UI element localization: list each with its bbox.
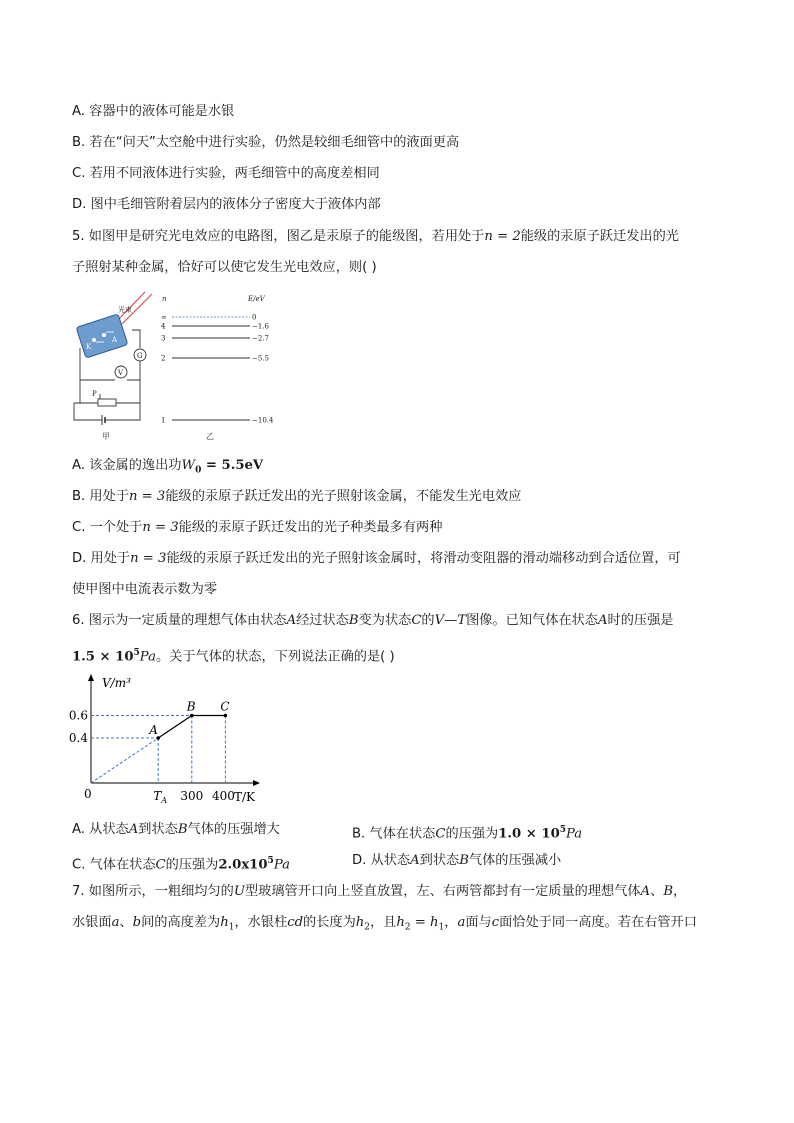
x-tick-300: 300 <box>180 789 204 803</box>
q5-b-math: n = 3 <box>129 489 166 504</box>
q6-stem-f: 时的压强是 <box>607 613 674 628</box>
q5-option-c <box>72 518 442 538</box>
q7-l2-e: 的长度为 <box>303 915 356 930</box>
level-E-label: −10.4 <box>252 416 274 425</box>
q6-stem-C: C <box>411 613 422 628</box>
q7-l2-h: 面与 <box>465 915 492 930</box>
level-header-E: E/eV <box>248 295 265 303</box>
q6-c-pre: C. 气体在状态 <box>72 857 156 873</box>
q7-l2-g: ， <box>444 915 458 930</box>
q5-a-text: A. 该金属的逸出功 <box>72 458 182 473</box>
q6-stem-b: 经过状态 <box>296 613 349 628</box>
q6-b-pre: B. 气体在状态 <box>352 826 436 842</box>
q5-c-math: n = 3 <box>142 520 179 535</box>
label-light-beam: 光束 <box>118 306 132 314</box>
q6-stem-d: 的 <box>421 613 435 628</box>
q4-option-a: A. 容器中的液体可能是水银 <box>72 104 235 119</box>
dashed-origin-extension <box>91 738 158 783</box>
q7-l1-c: 、 <box>650 884 664 899</box>
q5-stem-line1 <box>72 227 679 247</box>
q6-b-m: C <box>435 826 446 842</box>
q5-stem-text-b: 能级的汞原子跃迁发出的光 <box>520 229 679 244</box>
q7-l2-eq-s1: 1 <box>438 922 445 933</box>
label-K: K <box>86 343 92 351</box>
vt-chart <box>66 672 266 812</box>
x-tick-400: 400 <box>211 789 235 803</box>
q5-option-d <box>72 549 681 569</box>
y-tick-0.6: 0.6 <box>68 708 88 723</box>
q6-stem-a: 6. 图示为一定质量的理想气体由状态 <box>72 613 287 628</box>
q6-stem-B: B <box>348 613 359 628</box>
x-tick-TA: $T_A$ <box>153 789 167 805</box>
q6-option-c <box>72 851 290 875</box>
q6-stem-VT: V—T <box>434 613 467 628</box>
q7-l2-d: ，水银柱 <box>234 915 288 930</box>
q7-l2-h2: h <box>355 915 365 930</box>
q6-c-exp: 5 <box>267 856 274 866</box>
phototube <box>76 314 128 358</box>
q6-stem-line1 <box>72 611 673 631</box>
q6-b-mid: 的压强为 <box>445 826 499 842</box>
q6-pressure-exp: 5 <box>133 648 140 658</box>
level-n-label: 1 <box>161 416 166 425</box>
level-E-label: −2.7 <box>252 334 269 343</box>
q6-option-d <box>352 851 561 871</box>
q6-a-m1: A <box>128 822 139 837</box>
q6-d-m2: B <box>459 853 469 868</box>
electron-1 <box>92 338 96 342</box>
q5-a-val: = 5.5eV <box>201 458 264 473</box>
q7-l1-a: 7. 如图所示，一粗细均匀的 <box>72 884 234 899</box>
level-n-label: ∞ <box>161 313 167 322</box>
label-V: V <box>118 369 124 377</box>
label-G: G <box>137 352 143 360</box>
label-P: P <box>92 390 97 398</box>
q5-stem-math: n = 2 <box>484 229 521 244</box>
q6-d-m1: A <box>410 853 420 868</box>
q6-b-unit: Pa <box>566 826 583 842</box>
q7-l2-c2: c <box>491 915 500 930</box>
q6-b-exp: 5 <box>559 825 567 835</box>
q6-stem-A2: A <box>598 613 608 628</box>
q6-a-pre: A. 从状态 <box>72 822 129 837</box>
level-n-label: 4 <box>161 322 166 331</box>
level-n-label: 3 <box>161 334 166 343</box>
q7-stem-line2 <box>72 913 697 938</box>
q5-a-math: W <box>181 458 196 473</box>
q5-b-post: 能级的汞原子跃迁发出的光子照射该金属，不能发生光电效应 <box>165 489 522 504</box>
q7-l2-eq-s2: 2 <box>404 922 411 933</box>
q6-stem-A: A <box>286 613 297 628</box>
q7-l2-eq-h: h <box>396 915 405 930</box>
q7-l2-h2s: 2 <box>364 922 370 933</box>
q5-c-pre: C. 一个处于 <box>72 520 143 535</box>
q7-stem-line1 <box>72 882 686 902</box>
electron-2 <box>102 333 106 337</box>
q4-option-d: D. 图中毛细管附着层内的液体分子密度大于液体内部 <box>72 197 381 212</box>
level-header-n: n <box>162 295 167 303</box>
q7-l2-f: ，且 <box>370 915 397 930</box>
q6-pressure-unit: Pa <box>139 649 156 665</box>
q4-option-b: B. 若在“问天”太空舱中进行实验，仍然是较细毛细管中的液面更高 <box>72 135 460 150</box>
q6-option-a <box>72 820 280 840</box>
y-axis-arrow <box>88 674 94 681</box>
level-E-label: −1.6 <box>252 322 269 331</box>
level-n-label: 2 <box>161 354 166 363</box>
q6-a-post: 气体的压强增大 <box>187 822 280 837</box>
y-axis-label: V/m³ <box>102 676 131 690</box>
q5-option-b <box>72 487 521 507</box>
level-E-label: −5.5 <box>252 354 269 363</box>
label-point-B: B <box>186 699 196 714</box>
q5-d-pre: D. 用处于 <box>72 551 131 566</box>
rheostat-icon <box>98 399 116 406</box>
q7-l1-b: 型玻璃管开口向上竖直放置，左、右两管都封有一定质量的理想气体 <box>244 884 641 899</box>
q6-d-mid: 到状态 <box>419 853 460 868</box>
q5-a-sub: 0 <box>195 465 202 476</box>
q7-l1-d: ， <box>673 884 687 899</box>
q5-figure <box>70 290 280 445</box>
q7-l2-a2: a <box>457 915 466 930</box>
caption-right: 乙 <box>206 432 214 441</box>
q7-l2-h1: h <box>220 915 229 930</box>
q6-c-mid: 的压强为 <box>165 857 219 873</box>
q6-stem-line2 <box>72 643 395 667</box>
point-C <box>224 714 228 718</box>
q6-a-mid: 到状态 <box>138 822 178 837</box>
q5-stem-text-a: 5. 如图甲是研究光电效应的电路图，图乙是汞原子的能级图，若用处于 <box>72 229 485 244</box>
q6-b-val: 1.0 × 10 <box>498 826 560 842</box>
q6-stem-rest: 。关于气体的状态，下列说法正确的是( ) <box>155 649 395 665</box>
q6-stem-c: 变为状态 <box>358 613 412 628</box>
q7-l2-h1s: 1 <box>228 922 235 933</box>
q5-d-math: n = 3 <box>130 551 167 566</box>
q5-b-pre: B. 用处于 <box>72 489 129 504</box>
q6-stem-e: 图像。已知气体在状态 <box>466 613 598 628</box>
q7-l2-eq: = <box>410 915 431 930</box>
q7-l2-eq-h1: h <box>430 915 439 930</box>
q5-d-post: 能级的汞原子跃迁发出的光子照射该金属时，将滑动变阻器的滑动端移动到合适位置，可 <box>166 551 681 566</box>
level-E-label: 0 <box>252 313 257 322</box>
q7-l1-U: U <box>233 884 245 899</box>
q7-l2-i: 面恰处于同一高度。若在右管开口 <box>499 915 697 930</box>
q5-c-post: 能级的汞原子跃迁发出的光子种类最多有两种 <box>178 520 443 535</box>
q7-l2-c: 间的高度差为 <box>141 915 221 930</box>
q6-c-unit: Pa <box>273 857 290 873</box>
q7-l2-a: 水银面 <box>72 915 112 930</box>
q7-l2-cd: cd <box>287 915 304 930</box>
point-B <box>190 714 194 718</box>
q6-c-val: 2.0x10 <box>218 857 268 873</box>
q6-pressure-value: 1.5 × 10 <box>72 649 134 665</box>
origin-label: 0 <box>84 787 92 801</box>
q6-d-post: 气体的压强减小 <box>468 853 562 868</box>
q7-l1-A: A <box>640 884 651 899</box>
q7-l2-b1: b <box>132 915 142 930</box>
q5-option-d-line2: 使甲图中电流表示数为零 <box>72 582 218 597</box>
q7-l2-a1: a <box>111 915 120 930</box>
q5-stem-line2: 子照射某种金属，恰好可以使它发生光电效应，则( ) <box>72 260 377 275</box>
q5-option-a <box>72 456 263 481</box>
label-A: A <box>112 336 118 344</box>
energy-levels <box>161 314 274 425</box>
q7-l1-B: B <box>663 884 674 899</box>
x-axis-label: T/K <box>234 790 256 804</box>
q6-c-m: C <box>155 857 166 873</box>
label-point-C: C <box>220 699 230 714</box>
q4-option-c: C. 若用不同液体进行实验，两毛细管中的高度差相同 <box>72 166 380 181</box>
label-point-A: A <box>149 723 158 737</box>
x-axis-arrow <box>253 780 260 786</box>
q6-d-pre: D. 从状态 <box>352 853 411 868</box>
q6-a-m2: B <box>177 822 188 837</box>
q7-l2-b: 、 <box>119 915 133 930</box>
q6-option-b <box>352 820 582 844</box>
caption-left: 甲 <box>102 432 110 441</box>
y-tick-0.4: 0.4 <box>68 731 88 745</box>
